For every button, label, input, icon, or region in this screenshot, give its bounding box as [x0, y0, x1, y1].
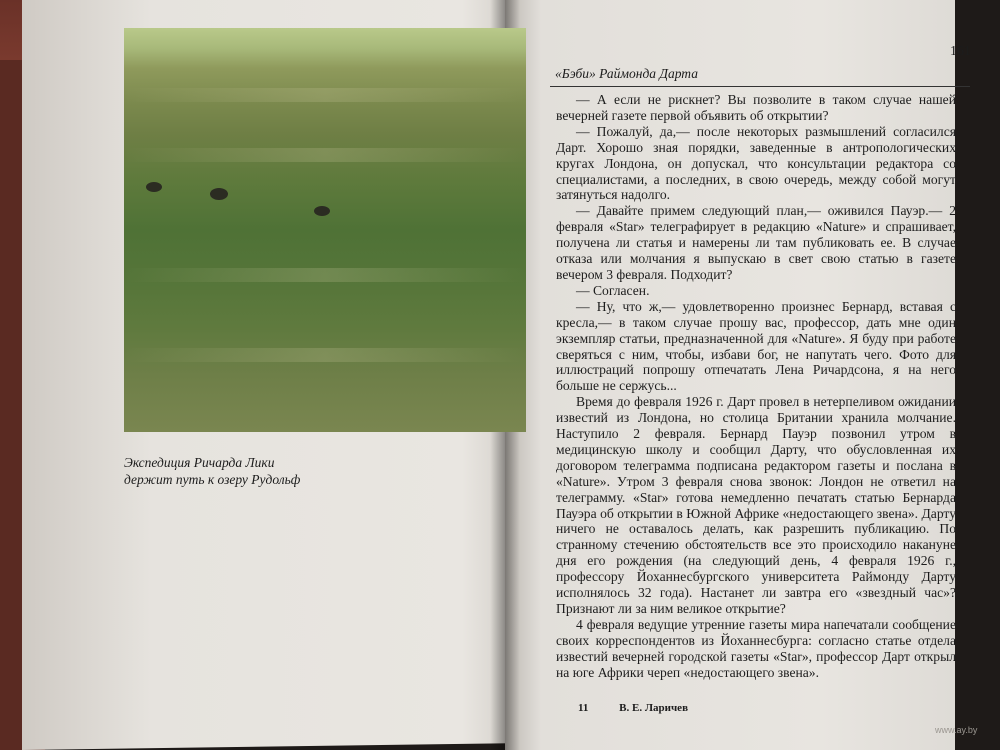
- expedition-vehicle: [314, 206, 330, 216]
- paragraph: — Ну, что ж,— удовлетворенно произнес Бернард, вставая с кресла,— в таком случае прошу вас, профессор, дать мне один экземпляр статьи, предназначенной для «Nature». Я буду при работе сверяться с ним, чтобы, избави бог, не напутать чего. Фото для иллюстраций попрошу отпечатать Лена Ричардсона, я на него больше не сержусь...: [556, 298, 956, 394]
- caption-line: Экспедиция Ричарда Лики: [124, 455, 275, 470]
- watermark: www.ay.by: [935, 725, 978, 735]
- header-rule: [550, 86, 970, 87]
- body-text: [556, 92, 956, 681]
- footer-author: В. Е. Ларичев: [619, 702, 689, 714]
- expedition-photo: [124, 28, 526, 432]
- signature-number: 11: [578, 702, 589, 714]
- photo-blur-band: [124, 88, 526, 102]
- paragraph: — Давайте примем следующий план,— оживился Пауэр.— 2 февраля «Star» телеграфирует в редакцию «Nature» и спрашивает, получена ли статья и намерены ли там публиковать ее. В случае отказа или молчания я выпускаю в свет свою статью в газете вечером 3 февраля. Подходит?: [556, 203, 956, 282]
- page-footer: [578, 702, 716, 714]
- photo-caption: [124, 454, 424, 488]
- caption-line: держит путь к озеру Рудольф: [124, 472, 301, 487]
- paragraph: — Пожалуй, да,— после некоторых размышлений согласился Дарт. Хорошо зная порядки, заведенные в антропологических кругах Лондона, он допускал, что консультации редактора со специалистами, а последних, в свою очередь, между собой могут затянуться надолго.: [556, 123, 956, 203]
- page-number: 161: [950, 44, 971, 59]
- paragraph: — А если не рискнет? Вы позволите в таком случае нашей вечерней газете первой объявить об открытии?: [556, 92, 956, 123]
- paragraph: Время до февраля 1926 г. Дарт провел в нетерпеливом ожидании известий из Лондона, но столица Британии хранила молчание. Наступило 2 февраля. Бернард Пауэр позвонил утром в медицинскую школу и сообщил Дарту, что обусловленная их договором телеграмма подписана редактором газеты и послана в «Nature». Утром 3 февраля снова звонок: Лондон не ответил на телеграмму. «Star» готова немедленно печатать статью Бернарда Пауэра об открытии в Южной Африке «недостающего звена». Дарту ничего не оставалось делать, как разрешить публикацию. По странному стечению обстоятельств все это происходило накануне дня его рождения (на следующий день, 4 февраля 1926 г., профессору Йоханнесбургского университета Раймонду Дарту исполнялось 32 года). Настанет ли завтра его «звездный час»? Признают ли за ним великое открытие?: [556, 394, 956, 616]
- photo-blur-band: [124, 148, 526, 162]
- photo-blur-band: [124, 268, 526, 282]
- paragraph: — Согласен.: [576, 282, 650, 298]
- expedition-vehicle: [146, 182, 162, 192]
- expedition-vehicle: [210, 188, 228, 200]
- paragraph: 4 февраля ведущие утренние газеты мира напечатали сообщение своих корреспондентов из Йоханнесбурга: согласно статье отдела известий вечерней городской газеты «Star», профессор Дарт открыл на юге Африки череп «недостающего звена».: [556, 616, 956, 680]
- running-head: «Бэби» Раймонда Дарта: [555, 66, 698, 81]
- photo-blur-band: [124, 348, 526, 362]
